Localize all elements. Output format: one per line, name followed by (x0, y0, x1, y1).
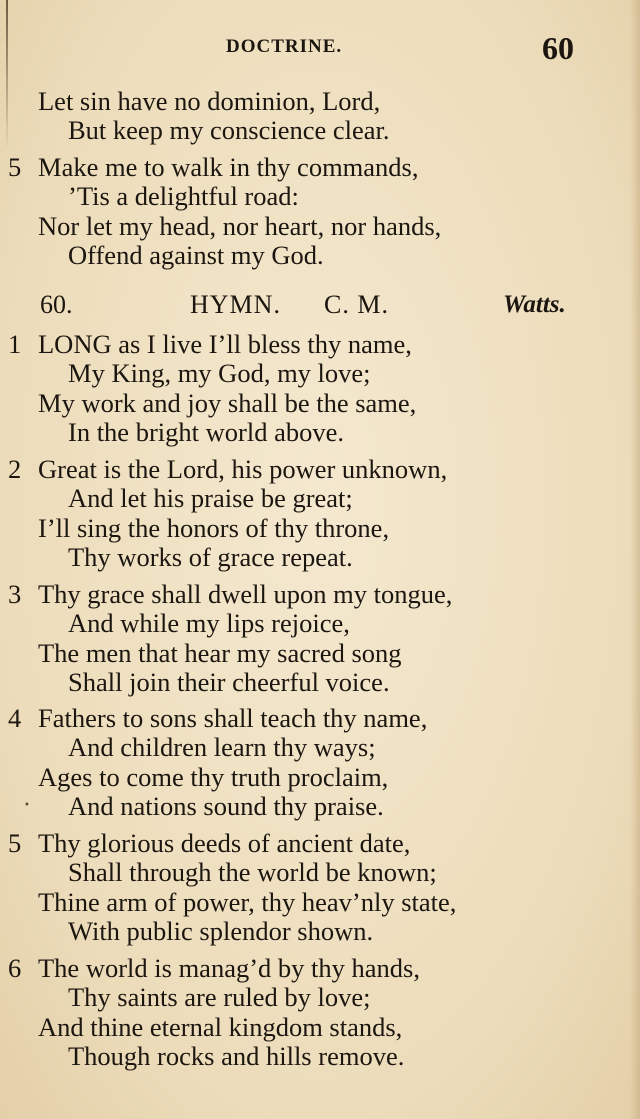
verse-line: I’ll sing the honors of thy throne, (38, 513, 390, 543)
verse-line: With public splendor shown. (68, 916, 374, 946)
page-number: 60 (542, 30, 574, 66)
hymn-author: Watts. (503, 291, 566, 318)
verse-line: ’Tis a delightful road: (68, 181, 299, 211)
verse-line: And nations sound thy praise. (68, 791, 384, 821)
verse-line: Offend against my God. (68, 240, 324, 270)
verse-line: My King, my God, my love; (68, 358, 371, 388)
verse-number: 3 (8, 579, 22, 609)
hymn-label: HYMN. (190, 290, 281, 319)
verse-line: And let his praise be great; (68, 483, 353, 513)
verse-number: 1 (8, 329, 22, 359)
verse-line: Thy saints are ruled by love; (68, 982, 371, 1012)
verse-line: Though rocks and hills remove. (68, 1041, 405, 1071)
verse-line: In the bright world above. (68, 417, 344, 447)
verse-line: Let sin have no dominion, Lord, (38, 86, 381, 116)
verse-line: LONG as I live I’ll bless thy name, (38, 329, 412, 359)
verse-line: But keep my conscience clear. (68, 115, 390, 145)
page-header (0, 30, 640, 70)
verse-number: 4 (8, 703, 22, 733)
verse-line: Ages to come thy truth proclaim, (38, 762, 389, 792)
verse-line: And thine eternal kingdom stands, (38, 1012, 403, 1042)
verse-number: 6 (8, 953, 22, 983)
hymn-title (0, 290, 640, 322)
verse-line: My work and joy shall be the same, (38, 388, 417, 418)
verse-line: Fathers to sons shall teach thy name, (38, 703, 428, 733)
verse-line: Thy grace shall dwell upon my tongue, (38, 579, 453, 609)
running-head: DOCTRINE. (226, 36, 343, 57)
page-edge-shadow (6, 0, 8, 150)
verse-number: 5 (8, 828, 22, 858)
verse-line: The men that hear my sacred song (38, 638, 402, 668)
verse-line: And while my lips rejoice, (68, 608, 350, 638)
verse-number: 2 (8, 454, 22, 484)
verse-number: 5 (8, 152, 22, 182)
verse-line: Shall join their cheerful voice. (68, 667, 390, 697)
verse-line: Thine arm of power, thy heav’nly state, (38, 887, 457, 917)
verse-line: Nor let my head, nor heart, nor hands, (38, 211, 442, 241)
verse-line: The world is manag’d by thy hands, (38, 953, 420, 983)
hymn-number: 60. (40, 290, 73, 319)
page-gutter-shadow (630, 0, 640, 1119)
verse-line: Thy glorious deeds of ancient date, (38, 828, 411, 858)
print-speck: • (24, 800, 30, 811)
verse-line: Thy works of grace repeat. (68, 542, 353, 572)
verse-line: Make me to walk in thy commands, (38, 152, 419, 182)
verse-line: Great is the Lord, his power unknown, (38, 454, 448, 484)
verse-line: And children learn thy ways; (68, 732, 376, 762)
verse-line: Shall through the world be known; (68, 857, 437, 887)
hymn-meter: C. M. (324, 290, 389, 319)
